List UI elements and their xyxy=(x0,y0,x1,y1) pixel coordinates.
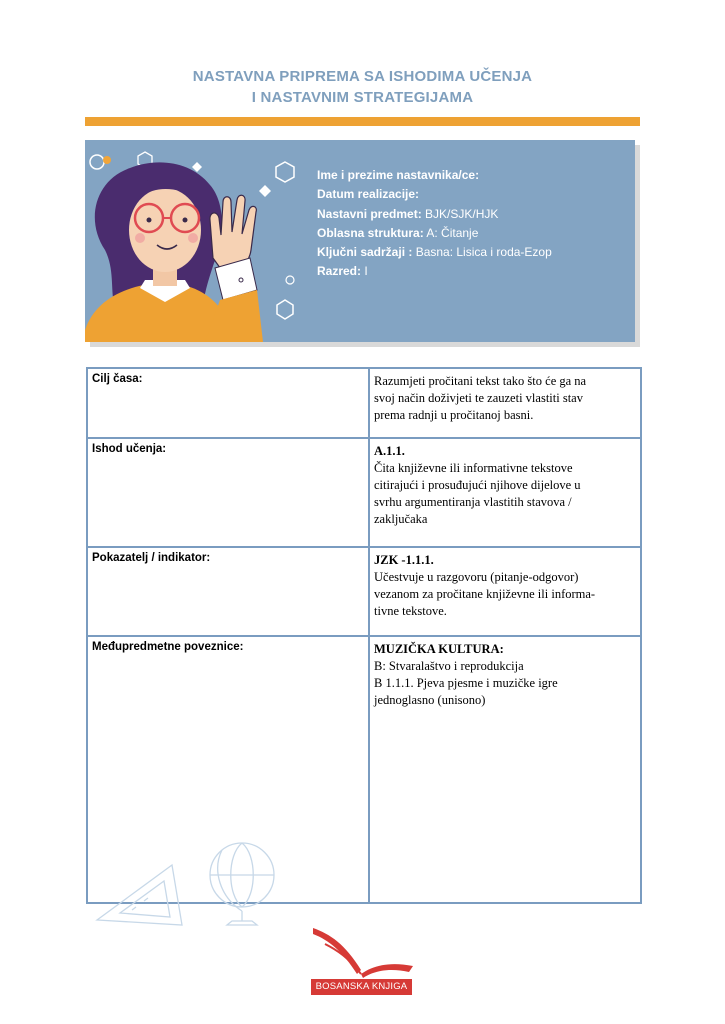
info-area: Oblasna struktura: A: Čitanje xyxy=(317,225,479,240)
row-label: Međupredmetne poveznice: xyxy=(87,636,369,903)
info-teacher: Ime i prezime nastavnika/ce: xyxy=(317,168,480,182)
deco-hexagon-icon xyxy=(276,162,294,182)
table-row xyxy=(87,438,641,547)
globe-ruler-decoration xyxy=(92,825,292,935)
table-row xyxy=(87,368,641,438)
lesson-table xyxy=(86,367,642,904)
table-row xyxy=(87,547,641,636)
row-label: Pokazatelj / indikator: xyxy=(87,547,369,636)
accent-bar xyxy=(85,117,640,126)
info-subject: Nastavni predmet: BJK/SJK/HJK xyxy=(317,206,499,221)
row-label: Ishod učenja: xyxy=(87,438,369,547)
row-value: MUZIČKA KULTURA: B: Stvaralaštvo i reprodukcija B 1.1.1. Pjeva pjesme i muzičke igre jednoglasno (unisono) xyxy=(369,636,641,903)
title-line-1: NASTAVNA PRIPREMA SA ISHODIMA UČENJA xyxy=(192,68,533,85)
deco-circle-icon xyxy=(90,155,104,169)
deco-circle-icon xyxy=(286,276,294,284)
title-line-2: I NASTAVNIM STRATEGIJAMA xyxy=(251,89,474,106)
info-grade: Razred: I xyxy=(317,264,368,279)
row-label: Cilj časa: xyxy=(87,368,369,438)
info-date: Datum realizacije: xyxy=(317,187,420,202)
deco-diamond-icon xyxy=(259,185,271,197)
row-value: JZK -1.1.1. Učestvuje u razgovoru (pitanje-odgovor) vezanom za pročitane književne ili informa- tivne tekstove. xyxy=(369,547,641,636)
info-block xyxy=(317,166,552,282)
row-value: Razumjeti pročitani tekst tako što će ga na svoj način doživjeti te zauzeti vlastiti stav prema radnji u pročitanoj basni. xyxy=(369,368,641,438)
info-banner xyxy=(85,140,635,342)
publisher-logo-text: BOSANSKA KNJIGA xyxy=(311,979,412,995)
deco-dot-icon xyxy=(103,156,111,164)
deco-diamond-icon xyxy=(192,162,202,172)
page-title xyxy=(0,66,725,108)
info-key-content: Ključni sadržaji : Basna: Lisica i roda-Ezop xyxy=(317,245,552,260)
deco-hexagon-icon xyxy=(277,300,293,319)
row-value: A.1.1. Čita književne ili informativne tekstove citirajući i prosuđujući njihove dijelove u svrhu argumentiranja vlastitih stavova / zaključaka xyxy=(369,438,641,547)
